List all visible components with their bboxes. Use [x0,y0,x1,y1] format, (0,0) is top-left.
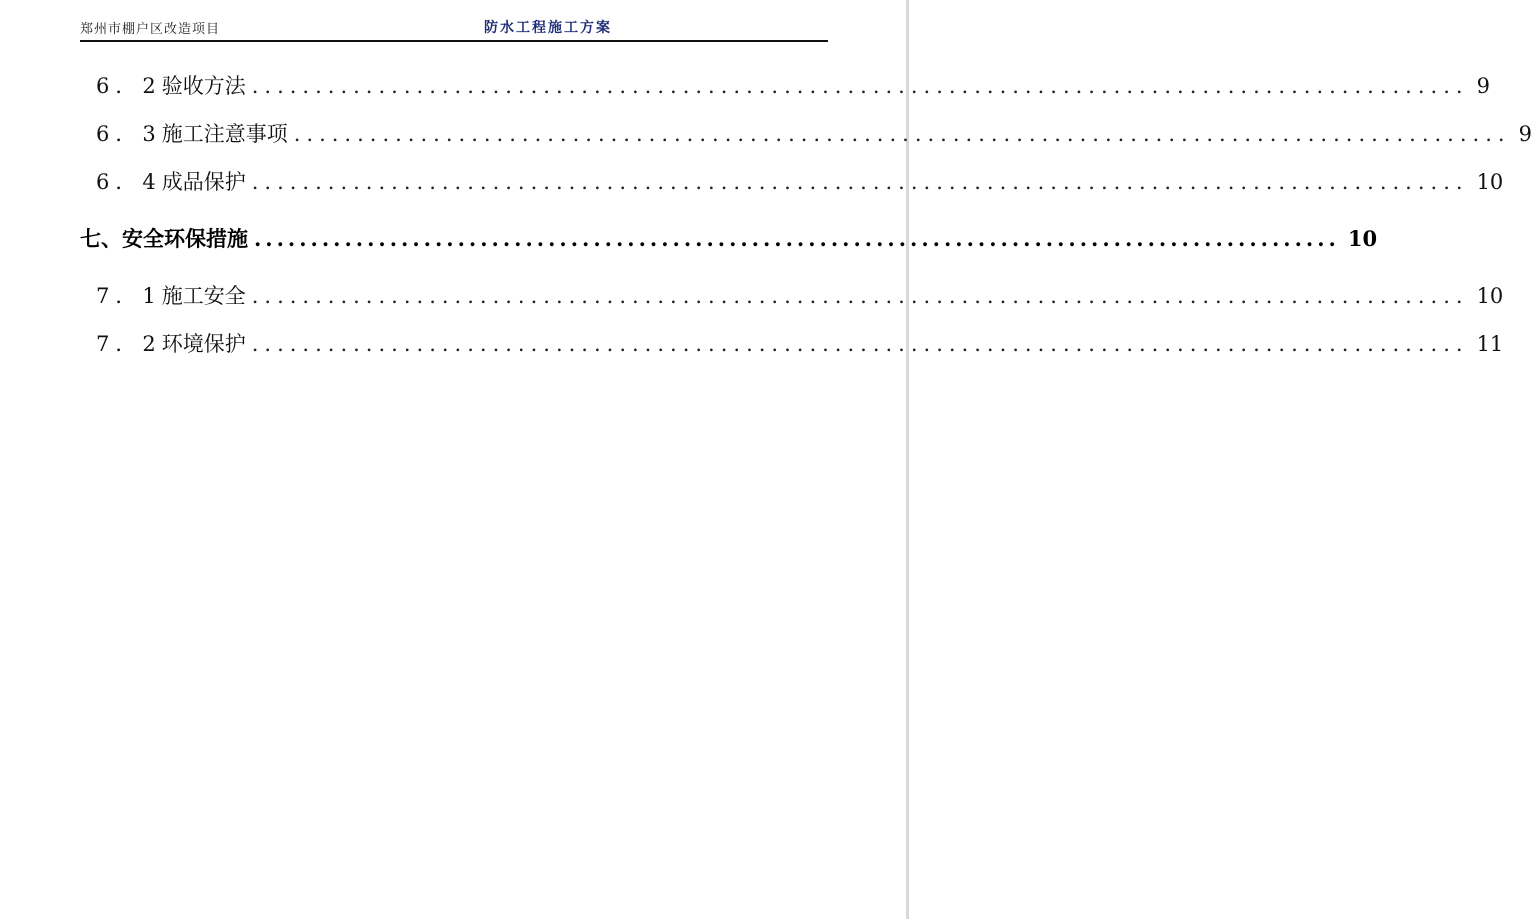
toc-entry-title: 施工注意事项 [161,122,288,146]
toc-leader-dots: ................................................................................................ [251,284,1469,308]
toc-entry-title: 施工安全 [161,284,246,308]
toc-entry-page: 9 [1476,74,1490,98]
toc-entry-7-1[interactable] [96,280,1504,310]
toc-leader-dots: ................................................................................................ [293,122,1511,146]
toc-entry-title: 环境保护 [161,332,246,356]
toc-leader-dots: ................................................................................................ [254,226,1340,251]
toc-leader-dots: ................................................................................................ [251,74,1469,98]
toc-chapter-page: 10 [1347,226,1378,251]
toc-entry-page: 11 [1476,332,1504,356]
toc-entry-page: 10 [1476,170,1504,194]
toc-leader-dots: ................................................................................................ [251,332,1469,356]
toc-chapter-7[interactable] [80,223,1378,253]
toc-entry-7-2[interactable] [96,328,1504,358]
toc-entry-6-4[interactable] [96,166,1504,196]
toc-entry-title: 验收方法 [161,74,246,98]
toc-chapter-number: 七、 [80,226,122,251]
toc-entry-number: 7．2 [96,332,162,356]
toc-entry-6-2[interactable] [96,70,1490,100]
page-header [80,14,828,42]
toc-entry-title: 成品保护 [161,170,246,194]
toc-entry-number: 6．3 [96,122,162,146]
toc-entry-number: 6．2 [96,74,162,98]
header-rule [80,40,828,42]
header-document-title: 防水工程施工方案 [484,20,612,36]
toc-entry-number: 6．4 [96,170,162,194]
toc-chapter-title: 安全环保措施 [122,226,248,251]
toc-entry-page: 10 [1476,284,1504,308]
toc-entry-page: 9 [1518,122,1532,146]
toc-entry-number: 7．1 [96,284,162,308]
toc-entry-6-3[interactable] [96,118,1532,148]
header-project-name: 郑州市棚户区改造项目 [80,22,221,37]
toc-leader-dots: ................................................................................................ [251,170,1469,194]
